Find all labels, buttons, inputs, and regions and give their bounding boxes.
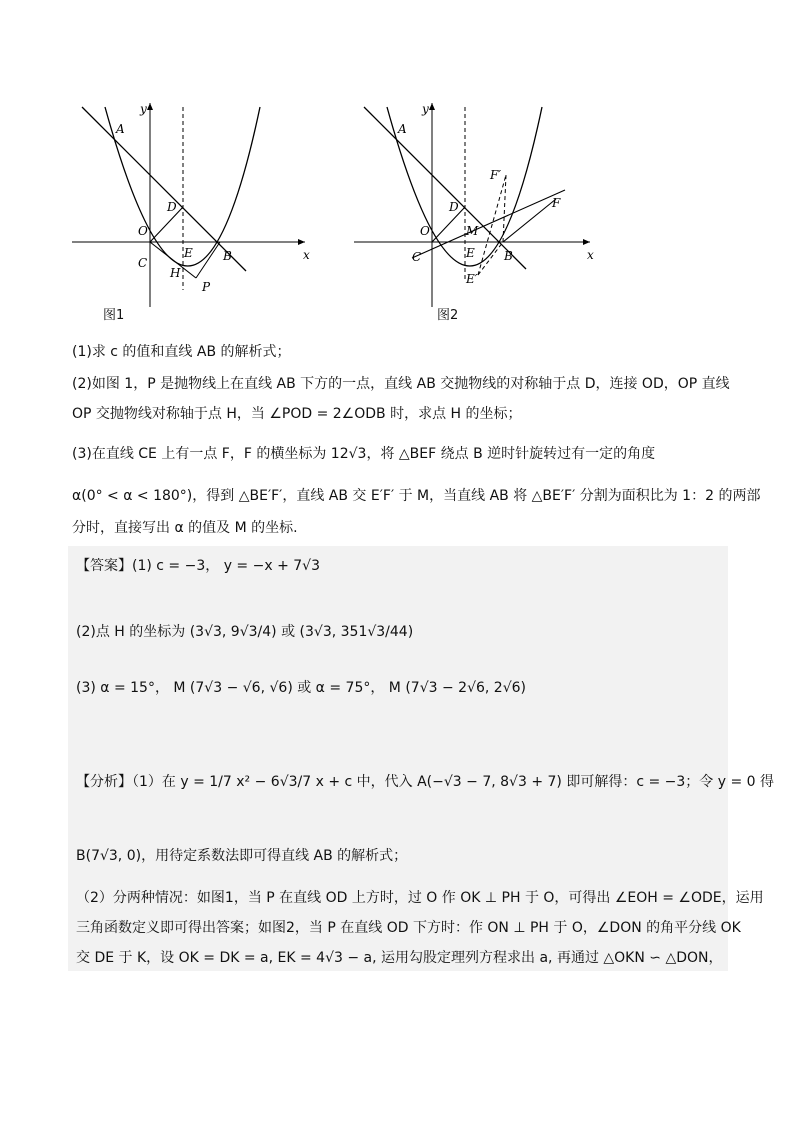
figure-2-caption: 图2 (437, 308, 459, 323)
answer-3: (3) α = 15°， M (7√3 − √6, √6) 或 α = 75°， M (7√3 − 2√6, 2√6) (76, 680, 526, 696)
question-3-line-2: α(0° < α < 180°)，得到 △BE′F′，直线 AB 交 E′F′ 于 M，当直线 AB 将 △BE′F′ 分割为面积比为 1：2 的两部 (72, 488, 761, 504)
fig1-label-h: H (170, 266, 181, 280)
fig2-label-x: x (587, 248, 594, 262)
figure-1 (72, 102, 310, 307)
fig2-line-ab (364, 107, 526, 269)
fig1-label-c: C (138, 256, 148, 270)
fig1-label-o: O (138, 224, 148, 238)
fig1-label-x: x (303, 248, 310, 262)
fig2-label-o: O (420, 224, 430, 238)
analysis-line-4: 三角函数定义即可得出答案；如图2，当 P 在直线 OD 下方时：作 ON ⊥ PH 于 O，∠DON 的角平分线 OK (76, 920, 741, 936)
fig2-label-d: D (449, 200, 459, 214)
fig1-label-b: B (223, 249, 232, 263)
question-2-line-2: OP 交抛物线对称轴于点 H，当 ∠POD = 2∠ODB 时，求点 H 的坐标； (72, 406, 522, 422)
fig1-label-p: P (202, 280, 211, 294)
fig2-segment-cf (412, 190, 565, 258)
fig2-label-a: A (398, 122, 407, 136)
fig2-label-e: E (466, 246, 475, 260)
fig2-label-c: C (412, 250, 422, 264)
figure-1-caption: 图1 (103, 308, 125, 323)
fig2-y-arrow-icon (429, 103, 435, 110)
answer-2: (2)点 H 的坐标为 (3√3, 9√3/4) 或 (3√3, 351√3/44) (76, 624, 414, 640)
analysis-line-2: B(7√3, 0)，用待定系数法即可得直线 AB 的解析式； (76, 848, 408, 864)
figure-2 (354, 102, 594, 307)
fig1-segment-pb (196, 242, 220, 278)
fig2-label-f: F (552, 196, 561, 210)
analysis-line-1: 【分析】（1）在 y = 1/7 x² − 6√3/7 x + c 中，代入 A(−√3 − 7, 8√3 + 7) 即可解得：c = −3；令 y = 0 得 (76, 774, 775, 790)
fig2-label-e-prime: E′ (466, 272, 478, 286)
fig1-label-e: E (184, 246, 193, 260)
figures-area (60, 95, 620, 325)
analysis-line-3: （2）分两种情况：如图1，当 P 在直线 OD 上方时，过 O 作 OK ⊥ PH 于 O，可得出 ∠EOH = ∠ODE，运用 (76, 890, 764, 906)
fig2-label-b: B (504, 249, 513, 263)
fig1-x-arrow-icon (298, 239, 305, 245)
answer-panel (68, 546, 775, 971)
fig1-line-ab (82, 107, 246, 271)
fig2-x-arrow-icon (583, 239, 590, 245)
fig1-y-arrow-icon (147, 103, 153, 110)
fig2-segment-b-e-prime (478, 242, 503, 275)
question-1: (1)求 c 的值和直线 AB 的解析式； (72, 344, 291, 360)
answer-1: 【答案】(1) c = −3， y = −x + 7√3 (76, 558, 320, 574)
fig2-label-m: M (466, 224, 479, 238)
fig1-label-d: D (167, 200, 177, 214)
fig2-label-f-prime: F′ (490, 168, 502, 182)
fig1-label-y: y (140, 102, 147, 116)
fig2-label-y: y (422, 102, 429, 116)
question-3-line-1: (3)在直线 CE 上有一点 F，F 的横坐标为 12√3，将 △BEF 绕点 B 逆时针旋转过有一定的角度 (72, 446, 656, 462)
analysis-line-5: 交 DE 于 K，设 OK = DK = a, EK = 4√3 − a, 运用勾股定理列方程求出 a, 再通过 △OKN ∽ △DON， (76, 950, 723, 966)
fig1-label-a: A (116, 122, 125, 136)
question-2-line-1: (2)如图 1，P 是抛物线上在直线 AB 下方的一点，直线 AB 交抛物线的对称轴于点 D，连接 OD，OP 直线 (72, 376, 730, 392)
question-3-line-3: 分时，直接写出 α 的值及 M 的坐标. (72, 520, 298, 536)
